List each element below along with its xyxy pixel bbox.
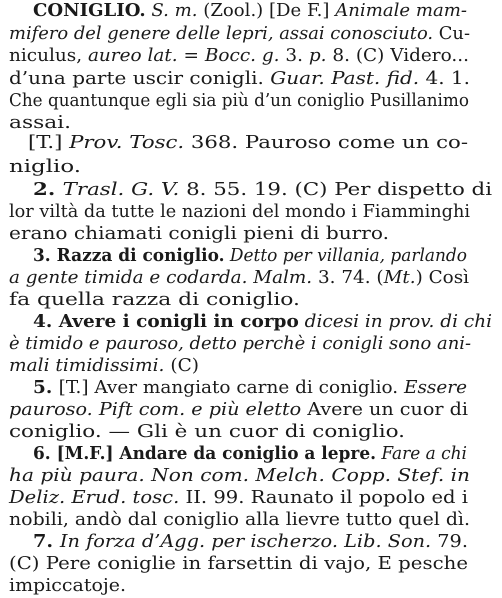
entry-italic-text: Essere — [403, 377, 468, 398]
entry-text: 4. 1. — [419, 68, 471, 89]
entry-line — [9, 509, 471, 532]
entry-bold-text: 2. — [33, 179, 63, 200]
entry-italic-text: Guar. Past. fid. — [270, 68, 420, 89]
entry-italic-text: dicesi in prov. di chi — [304, 311, 492, 332]
entry-italic-text: Mt. — [383, 267, 416, 288]
entry-text: 3. — [279, 45, 309, 66]
entry-text: (C) Pere coniglie in farsettin di vajo, E pesche — [9, 553, 468, 574]
entry-text: fa quella razza di coniglio. — [9, 289, 300, 310]
entry-line — [33, 0, 471, 23]
entry-text: Cu- — [433, 23, 470, 44]
entry-line — [33, 179, 493, 202]
entry-text: (C) — [164, 355, 200, 376]
entry-text: 3. 74. ( — [312, 267, 384, 288]
entry-line — [33, 531, 471, 554]
entry-text: lor viltà da tutte le nazioni del mondo i Fiamminghi — [9, 201, 471, 222]
entry-line — [9, 45, 471, 68]
entry-text: assai. — [9, 112, 71, 133]
entry-line — [9, 289, 471, 312]
entry-text: 8. 55. 19. (C) Per dispetto di — [179, 179, 493, 200]
entry-italic-text: Fare a chi — [381, 443, 467, 464]
entry-italic-text: Prov. Tosc. — [69, 132, 185, 153]
entry-bold-text: 6. [M.F.] Andare da coniglio a lepre. — [33, 443, 377, 464]
entry-text: [T.] Aver mangiato carne di coniglio. — [58, 377, 404, 398]
entry-bold-text: 7. — [33, 531, 60, 552]
entry-line — [9, 223, 471, 246]
entry-text: niglio. — [9, 156, 82, 177]
entry-line — [33, 245, 471, 268]
entry-text: [T.] — [28, 132, 70, 153]
entry-line — [9, 156, 471, 179]
entry-italic-text: p. — [308, 45, 327, 66]
entry-line — [9, 553, 471, 576]
entry-line — [33, 311, 492, 334]
entry-italic-text: mali timidissimi. — [9, 355, 165, 376]
entry-text: coniglio. — Gli è un cuor di coniglio. — [9, 421, 406, 442]
entry-text: Avere un cuor di — [301, 399, 468, 420]
entry-line — [9, 201, 471, 224]
entry-bold-text: 4. Avere i conigli in corpo — [33, 311, 299, 332]
entry-italic-text: In forza d’Agg. per ischerzo. Lib. Son. — [59, 531, 432, 552]
entry-italic-text: S. m. — [151, 0, 198, 21]
entry-line — [9, 465, 471, 488]
entry-italic-text: Detto per villania, parlando — [229, 245, 467, 266]
entry-text: nobili, andò dal coniglio alla lievre tutto quel dì. — [9, 509, 470, 530]
entry-bold-text: CONIGLIO. — [33, 0, 146, 21]
entry-line — [9, 68, 471, 91]
entry-italic-text: mifero del genere delle lepri, assai conosciuto. — [9, 23, 434, 44]
entry-bold-text: 3. Razza di coniglio. — [33, 245, 225, 266]
entry-line — [9, 575, 471, 598]
entry-italic-text: Trasl. G. V. — [62, 179, 180, 200]
entry-line — [9, 90, 471, 113]
entry-line — [9, 333, 471, 356]
entry-line — [9, 487, 471, 510]
entry-italic-text: ha più paura. Non com. Melch. Copp. Stef. in — [9, 465, 471, 486]
entry-text: 99. Raunato il popolo ed i — [207, 487, 468, 508]
entry-line — [33, 443, 471, 466]
entry-italic-text: a gente timida e codarda. Malm. — [9, 267, 313, 288]
entry-line — [28, 132, 471, 155]
entry-text: (Zool.) [De F.] — [197, 0, 336, 21]
entry-italic-text: pauroso. Pift com. e più eletto — [9, 399, 302, 420]
entry-text: 8. (C) Videro... — [326, 45, 469, 66]
entry-italic-text: Animale mam- — [335, 0, 467, 21]
entry-line — [33, 377, 471, 400]
entry-bold-text: 5. — [33, 377, 59, 398]
entry-text: 79. — [431, 531, 468, 552]
entry-text: ) Così — [415, 267, 470, 288]
entry-text: impiccatoje. — [9, 575, 127, 596]
entry-text: d’una parte uscir conigli. — [9, 68, 271, 89]
entry-text: erano chiamati conigli pieni di burro. — [9, 223, 390, 244]
entry-text: niculus, — [9, 45, 88, 66]
entry-italic-text: aureo lat. = Bocc. g. — [87, 45, 280, 66]
entry-text: Che quantunque egli sia più d’un coniglio Pusillanimo — [9, 90, 469, 111]
entry-line — [9, 23, 471, 46]
entry-text: 368. Pauroso come un co- — [184, 132, 468, 153]
entry-line — [9, 421, 471, 444]
entry-line — [9, 355, 471, 378]
entry-italic-text: è timido e pauroso, detto perchè i conigli sono ani- — [9, 333, 472, 354]
entry-line — [9, 267, 471, 290]
entry-text: II. — [185, 487, 208, 508]
entry-line — [9, 399, 471, 422]
entry-italic-text: Deliz. Erud. tosc. — [9, 487, 180, 508]
